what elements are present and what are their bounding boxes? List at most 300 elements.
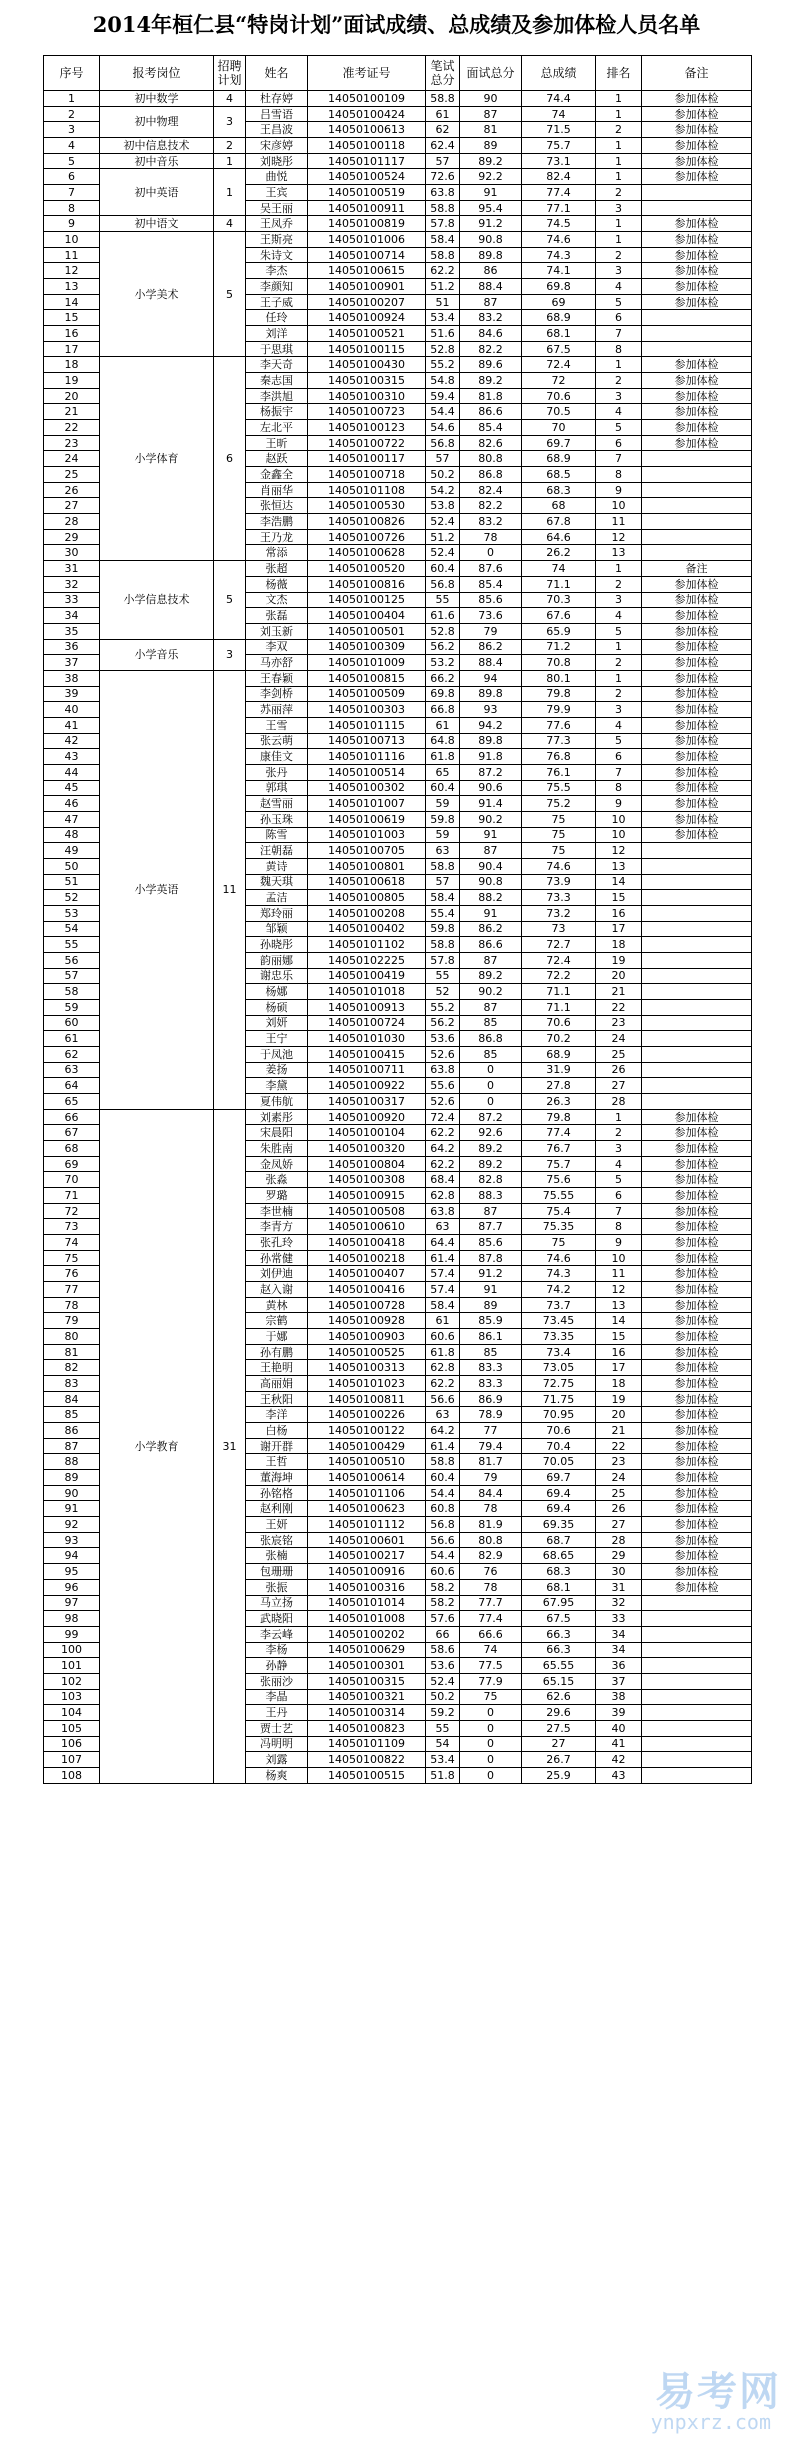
cell-name: 冯明明: [246, 1736, 308, 1752]
cell-note: 参加体检: [642, 169, 752, 185]
table-row: [44, 1109, 752, 1125]
cell-total-score: 73: [522, 921, 596, 937]
cell-exam-id: 14050100718: [308, 467, 426, 483]
cell-written-score: 63.8: [426, 1062, 460, 1078]
cell-written-score: 66: [426, 1626, 460, 1642]
cell-written-score: 57.8: [426, 216, 460, 232]
cell-exam-id: 14050100524: [308, 169, 426, 185]
cell-total-score: 62.6: [522, 1689, 596, 1705]
cell-interview-score: 91: [460, 905, 522, 921]
cell-total-score: 74.6: [522, 858, 596, 874]
cell-rank: 5: [596, 623, 642, 639]
cell-name: 孙玉珠: [246, 811, 308, 827]
cell-note: [642, 545, 752, 561]
cell-index: 98: [44, 1611, 100, 1627]
cell-written-score: 63.8: [426, 185, 460, 201]
cell-name: 王妍: [246, 1517, 308, 1533]
cell-interview-score: 82.6: [460, 435, 522, 451]
table-header-row: [44, 56, 752, 91]
cell-note: 参加体检: [642, 686, 752, 702]
cell-exam-id: 14050100301: [308, 1658, 426, 1674]
cell-total-score: 27: [522, 1736, 596, 1752]
cell-written-score: 53.4: [426, 310, 460, 326]
cell-exam-id: 14050100519: [308, 185, 426, 201]
table-row: [44, 670, 752, 686]
cell-name: 魏天琪: [246, 874, 308, 890]
cell-name: 白杨: [246, 1423, 308, 1439]
cell-exam-id: 14050100816: [308, 576, 426, 592]
cell-total-score: 74.4: [522, 91, 596, 107]
cell-written-score: 62.2: [426, 1125, 460, 1141]
cell-name: 刘素彤: [246, 1109, 308, 1125]
cell-rank: 11: [596, 1266, 642, 1282]
cell-note: 参加体检: [642, 780, 752, 796]
cell-interview-score: 86.8: [460, 467, 522, 483]
cell-total-score: 67.95: [522, 1595, 596, 1611]
cell-name: 杨娜: [246, 984, 308, 1000]
table-row: [44, 91, 752, 107]
cell-written-score: 51.2: [426, 529, 460, 545]
cell-rank: 8: [596, 467, 642, 483]
cell-name: 董海坤: [246, 1470, 308, 1486]
cell-exam-id: 14050100628: [308, 545, 426, 561]
cell-name: 马立扬: [246, 1595, 308, 1611]
cell-index: 72: [44, 1203, 100, 1219]
cell-exam-id: 14050100915: [308, 1188, 426, 1204]
cell-interview-score: 90.2: [460, 811, 522, 827]
cell-total-score: 68.1: [522, 326, 596, 342]
cell-exam-id: 14050100218: [308, 1250, 426, 1266]
cell-total-score: 72.7: [522, 937, 596, 953]
cell-written-score: 60.6: [426, 1329, 460, 1345]
cell-post: 小学美术: [100, 232, 214, 357]
cell-total-score: 68.9: [522, 310, 596, 326]
cell-interview-score: 88.2: [460, 890, 522, 906]
header-written-score: 笔试总分: [426, 56, 460, 91]
cell-rank: 28: [596, 1094, 642, 1110]
cell-rank: 19: [596, 1391, 642, 1407]
table-row: [44, 106, 752, 122]
cell-note: 参加体检: [642, 1470, 752, 1486]
cell-written-score: 58.8: [426, 937, 460, 953]
cell-note: 参加体检: [642, 1141, 752, 1157]
cell-name: 李天奇: [246, 357, 308, 373]
cell-exam-id: 14050100722: [308, 435, 426, 451]
cell-total-score: 69.7: [522, 1470, 596, 1486]
cell-rank: 13: [596, 1297, 642, 1313]
cell-name: 李洋: [246, 1407, 308, 1423]
cell-total-score: 82.4: [522, 169, 596, 185]
cell-written-score: 64.8: [426, 733, 460, 749]
cell-name: 张淼: [246, 1172, 308, 1188]
cell-note: [642, 843, 752, 859]
cell-post: 初中英语: [100, 169, 214, 216]
cell-interview-score: 78.9: [460, 1407, 522, 1423]
cell-rank: 3: [596, 592, 642, 608]
cell-index: 51: [44, 874, 100, 890]
cell-note: [642, 1062, 752, 1078]
cell-exam-id: 14050101006: [308, 232, 426, 248]
cell-note: 参加体检: [642, 122, 752, 138]
cell-total-score: 75.55: [522, 1188, 596, 1204]
cell-note: [642, 937, 752, 953]
cell-written-score: 58.8: [426, 200, 460, 216]
cell-written-score: 52.4: [426, 514, 460, 530]
cell-index: 53: [44, 905, 100, 921]
cell-note: [642, 999, 752, 1015]
cell-note: 参加体检: [642, 1282, 752, 1298]
cell-rank: 37: [596, 1673, 642, 1689]
cell-note: 参加体检: [642, 796, 752, 812]
cell-plan: 31: [214, 1109, 246, 1783]
cell-interview-score: 0: [460, 545, 522, 561]
cell-index: 66: [44, 1109, 100, 1125]
cell-written-score: 54.6: [426, 420, 460, 436]
cell-note: 参加体检: [642, 733, 752, 749]
cell-note: [642, 498, 752, 514]
cell-total-score: 26.3: [522, 1094, 596, 1110]
cell-rank: 9: [596, 1235, 642, 1251]
cell-index: 10: [44, 232, 100, 248]
cell-note: 参加体检: [642, 576, 752, 592]
cell-written-score: 56.8: [426, 1517, 460, 1533]
cell-exam-id: 14050100510: [308, 1454, 426, 1470]
cell-written-score: 52.8: [426, 623, 460, 639]
cell-written-score: 64.2: [426, 1141, 460, 1157]
cell-name: 赵利刚: [246, 1501, 308, 1517]
cell-interview-score: 85.9: [460, 1313, 522, 1329]
cell-exam-id: 14050100619: [308, 811, 426, 827]
cell-rank: 18: [596, 1376, 642, 1392]
cell-post: 小学英语: [100, 670, 214, 1109]
cell-total-score: 69: [522, 294, 596, 310]
cell-name: 王昌波: [246, 122, 308, 138]
cell-rank: 1: [596, 357, 642, 373]
cell-note: [642, 890, 752, 906]
cell-rank: 1: [596, 106, 642, 122]
cell-interview-score: 0: [460, 1767, 522, 1783]
cell-index: 96: [44, 1579, 100, 1595]
cell-index: 106: [44, 1736, 100, 1752]
cell-written-score: 58.8: [426, 247, 460, 263]
cell-total-score: 70.6: [522, 388, 596, 404]
cell-name: 张恒达: [246, 498, 308, 514]
cell-total-score: 73.7: [522, 1297, 596, 1313]
cell-exam-id: 14050100418: [308, 1235, 426, 1251]
table-row: [44, 153, 752, 169]
cell-written-score: 56.6: [426, 1391, 460, 1407]
cell-plan: 2: [214, 138, 246, 154]
cell-total-score: 77.1: [522, 200, 596, 216]
cell-exam-id: 14050100415: [308, 1046, 426, 1062]
cell-rank: 3: [596, 388, 642, 404]
cell-post: 初中信息技术: [100, 138, 214, 154]
cell-note: 参加体检: [642, 404, 752, 420]
cell-interview-score: 0: [460, 1078, 522, 1094]
cell-index: 87: [44, 1438, 100, 1454]
cell-exam-id: 14050100601: [308, 1532, 426, 1548]
cell-written-score: 61.8: [426, 749, 460, 765]
cell-interview-score: 73.6: [460, 608, 522, 624]
cell-plan: 5: [214, 232, 246, 357]
cell-index: 69: [44, 1156, 100, 1172]
cell-name: 任玲: [246, 310, 308, 326]
cell-exam-id: 14050100302: [308, 780, 426, 796]
cell-written-score: 58.2: [426, 1579, 460, 1595]
cell-name: 李双: [246, 639, 308, 655]
cell-written-score: 61.6: [426, 608, 460, 624]
cell-note: [642, 968, 752, 984]
cell-rank: 32: [596, 1595, 642, 1611]
cell-written-score: 61.4: [426, 1438, 460, 1454]
cell-exam-id: 14050100711: [308, 1062, 426, 1078]
cell-rank: 3: [596, 1141, 642, 1157]
header-interview-score: 面试总分: [460, 56, 522, 91]
cell-note: [642, 1752, 752, 1768]
cell-name: 张丹: [246, 764, 308, 780]
cell-name: 李洪旭: [246, 388, 308, 404]
cell-exam-id: 14050100404: [308, 608, 426, 624]
cell-interview-score: 76: [460, 1564, 522, 1580]
cell-note: 参加体检: [642, 279, 752, 295]
cell-interview-score: 85.4: [460, 420, 522, 436]
table-row: [44, 138, 752, 154]
cell-exam-id: 14050100202: [308, 1626, 426, 1642]
cell-interview-score: 85: [460, 1344, 522, 1360]
cell-exam-id: 14050101014: [308, 1595, 426, 1611]
cell-rank: 5: [596, 733, 642, 749]
cell-exam-id: 14050101117: [308, 153, 426, 169]
cell-written-score: 58.8: [426, 1454, 460, 1470]
cell-note: 参加体检: [642, 420, 752, 436]
cell-rank: 5: [596, 1172, 642, 1188]
cell-exam-id: 14050100913: [308, 999, 426, 1015]
cell-index: 14: [44, 294, 100, 310]
header-note: 备注: [642, 56, 752, 91]
cell-total-score: 68.9: [522, 1046, 596, 1062]
cell-name: 文杰: [246, 592, 308, 608]
cell-written-score: 63: [426, 1407, 460, 1423]
cell-name: 王丹: [246, 1705, 308, 1721]
cell-index: 77: [44, 1282, 100, 1298]
cell-name: 陈雪: [246, 827, 308, 843]
cell-exam-id: 14050100125: [308, 592, 426, 608]
cell-rank: 24: [596, 1031, 642, 1047]
cell-written-score: 58.6: [426, 1642, 460, 1658]
cell-interview-score: 89.8: [460, 247, 522, 263]
cell-total-score: 73.9: [522, 874, 596, 890]
cell-interview-score: 86.6: [460, 404, 522, 420]
table-row: [44, 216, 752, 232]
cell-note: 参加体检: [642, 91, 752, 107]
cell-exam-id: 14050100416: [308, 1282, 426, 1298]
cell-written-score: 56.8: [426, 576, 460, 592]
cell-index: 76: [44, 1266, 100, 1282]
cell-exam-id: 14050101116: [308, 749, 426, 765]
cell-rank: 1: [596, 639, 642, 655]
cell-written-score: 61: [426, 1313, 460, 1329]
cell-note: 参加体检: [642, 1313, 752, 1329]
cell-written-score: 56.8: [426, 435, 460, 451]
cell-note: [642, 1046, 752, 1062]
cell-written-score: 52: [426, 984, 460, 1000]
cell-name: 张宸铭: [246, 1532, 308, 1548]
cell-rank: 2: [596, 185, 642, 201]
cell-written-score: 61.4: [426, 1250, 460, 1266]
cell-exam-id: 14050100723: [308, 404, 426, 420]
cell-total-score: 65.55: [522, 1658, 596, 1674]
cell-name: 杜存婷: [246, 91, 308, 107]
cell-name: 王雪: [246, 717, 308, 733]
cell-rank: 14: [596, 1313, 642, 1329]
cell-rank: 2: [596, 576, 642, 592]
cell-rank: 13: [596, 545, 642, 561]
cell-note: [642, 185, 752, 201]
cell-name: 宋晨阳: [246, 1125, 308, 1141]
cell-interview-score: 78: [460, 1501, 522, 1517]
cell-exam-id: 14050100313: [308, 1360, 426, 1376]
cell-index: 7: [44, 185, 100, 201]
cell-interview-score: 91.2: [460, 216, 522, 232]
cell-rank: 12: [596, 843, 642, 859]
cell-interview-score: 90.2: [460, 984, 522, 1000]
cell-exam-id: 14050100724: [308, 1015, 426, 1031]
cell-name: 刘露: [246, 1752, 308, 1768]
cell-rank: 12: [596, 529, 642, 545]
cell-name: 刘伊迪: [246, 1266, 308, 1282]
cell-written-score: 63: [426, 843, 460, 859]
cell-post: 初中音乐: [100, 153, 214, 169]
cell-written-score: 50.2: [426, 467, 460, 483]
cell-total-score: 70.5: [522, 404, 596, 420]
cell-total-score: 69.4: [522, 1485, 596, 1501]
cell-note: 参加体检: [642, 1376, 752, 1392]
cell-interview-score: 77.9: [460, 1673, 522, 1689]
cell-exam-id: 14050100920: [308, 1109, 426, 1125]
cell-interview-score: 83.2: [460, 310, 522, 326]
cell-index: 32: [44, 576, 100, 592]
cell-name: 谢开群: [246, 1438, 308, 1454]
cell-name: 王哲: [246, 1454, 308, 1470]
cell-exam-id: 14050100826: [308, 514, 426, 530]
cell-interview-score: 87: [460, 106, 522, 122]
cell-written-score: 55.2: [426, 357, 460, 373]
header-name: 姓名: [246, 56, 308, 91]
cell-total-score: 74.6: [522, 1250, 596, 1266]
header-plan: 招聘计划: [214, 56, 246, 91]
cell-exam-id: 14050100815: [308, 670, 426, 686]
cell-total-score: 73.45: [522, 1313, 596, 1329]
cell-written-score: 57: [426, 153, 460, 169]
cell-written-score: 59.4: [426, 388, 460, 404]
cell-rank: 5: [596, 420, 642, 436]
cell-note: 参加体检: [642, 1235, 752, 1251]
cell-rank: 3: [596, 200, 642, 216]
cell-rank: 16: [596, 905, 642, 921]
table-row: [44, 232, 752, 248]
cell-index: 57: [44, 968, 100, 984]
cell-total-score: 68.5: [522, 467, 596, 483]
cell-name: 武晓阳: [246, 1611, 308, 1627]
cell-rank: 4: [596, 717, 642, 733]
cell-rank: 10: [596, 1250, 642, 1266]
cell-interview-score: 87: [460, 843, 522, 859]
cell-plan: 1: [214, 169, 246, 216]
cell-interview-score: 88.4: [460, 655, 522, 671]
cell-note: [642, 1767, 752, 1783]
cell-note: [642, 905, 752, 921]
cell-total-score: 64.6: [522, 529, 596, 545]
cell-rank: 1: [596, 670, 642, 686]
cell-note: 参加体检: [642, 263, 752, 279]
cell-note: [642, 529, 752, 545]
cell-index: 42: [44, 733, 100, 749]
header-post: 报考岗位: [100, 56, 214, 91]
cell-total-score: 68: [522, 498, 596, 514]
cell-rank: 21: [596, 1423, 642, 1439]
cell-note: [642, 984, 752, 1000]
cell-index: 80: [44, 1329, 100, 1345]
cell-interview-score: 79: [460, 1470, 522, 1486]
cell-interview-score: 88.4: [460, 279, 522, 295]
cell-rank: 12: [596, 1282, 642, 1298]
cell-note: 参加体检: [642, 827, 752, 843]
cell-post: 小学信息技术: [100, 561, 214, 639]
cell-name: 汪朝磊: [246, 843, 308, 859]
cell-rank: 38: [596, 1689, 642, 1705]
cell-exam-id: 14050101102: [308, 937, 426, 953]
cell-interview-score: 90.4: [460, 858, 522, 874]
cell-interview-score: 78: [460, 1579, 522, 1595]
cell-interview-score: 66.6: [460, 1626, 522, 1642]
cell-exam-id: 14050100903: [308, 1329, 426, 1345]
cell-total-score: 74.5: [522, 216, 596, 232]
cell-total-score: 70.95: [522, 1407, 596, 1423]
cell-total-score: 68.7: [522, 1532, 596, 1548]
cell-name: 张云萌: [246, 733, 308, 749]
cell-note: 参加体检: [642, 811, 752, 827]
cell-index: 55: [44, 937, 100, 953]
cell-interview-score: 82.9: [460, 1548, 522, 1564]
cell-rank: 5: [596, 294, 642, 310]
cell-index: 38: [44, 670, 100, 686]
cell-exam-id: 14050100805: [308, 890, 426, 906]
cell-index: 45: [44, 780, 100, 796]
cell-interview-score: 82.2: [460, 341, 522, 357]
cell-exam-id: 14050100530: [308, 498, 426, 514]
cell-rank: 4: [596, 279, 642, 295]
cell-interview-score: 77.5: [460, 1658, 522, 1674]
cell-name: 王凤乔: [246, 216, 308, 232]
cell-note: 参加体检: [642, 357, 752, 373]
cell-rank: 1: [596, 1109, 642, 1125]
cell-name: 金凤娇: [246, 1156, 308, 1172]
cell-written-score: 52.6: [426, 1046, 460, 1062]
cell-note: [642, 341, 752, 357]
cell-index: 4: [44, 138, 100, 154]
cell-note: 参加体检: [642, 1438, 752, 1454]
cell-total-score: 72.75: [522, 1376, 596, 1392]
cell-rank: 29: [596, 1548, 642, 1564]
cell-index: 91: [44, 1501, 100, 1517]
cell-index: 82: [44, 1360, 100, 1376]
cell-exam-id: 14050100823: [308, 1720, 426, 1736]
cell-index: 49: [44, 843, 100, 859]
cell-total-score: 73.4: [522, 1344, 596, 1360]
cell-written-score: 51: [426, 294, 460, 310]
cell-interview-score: 74: [460, 1642, 522, 1658]
cell-name: 李剑桥: [246, 686, 308, 702]
